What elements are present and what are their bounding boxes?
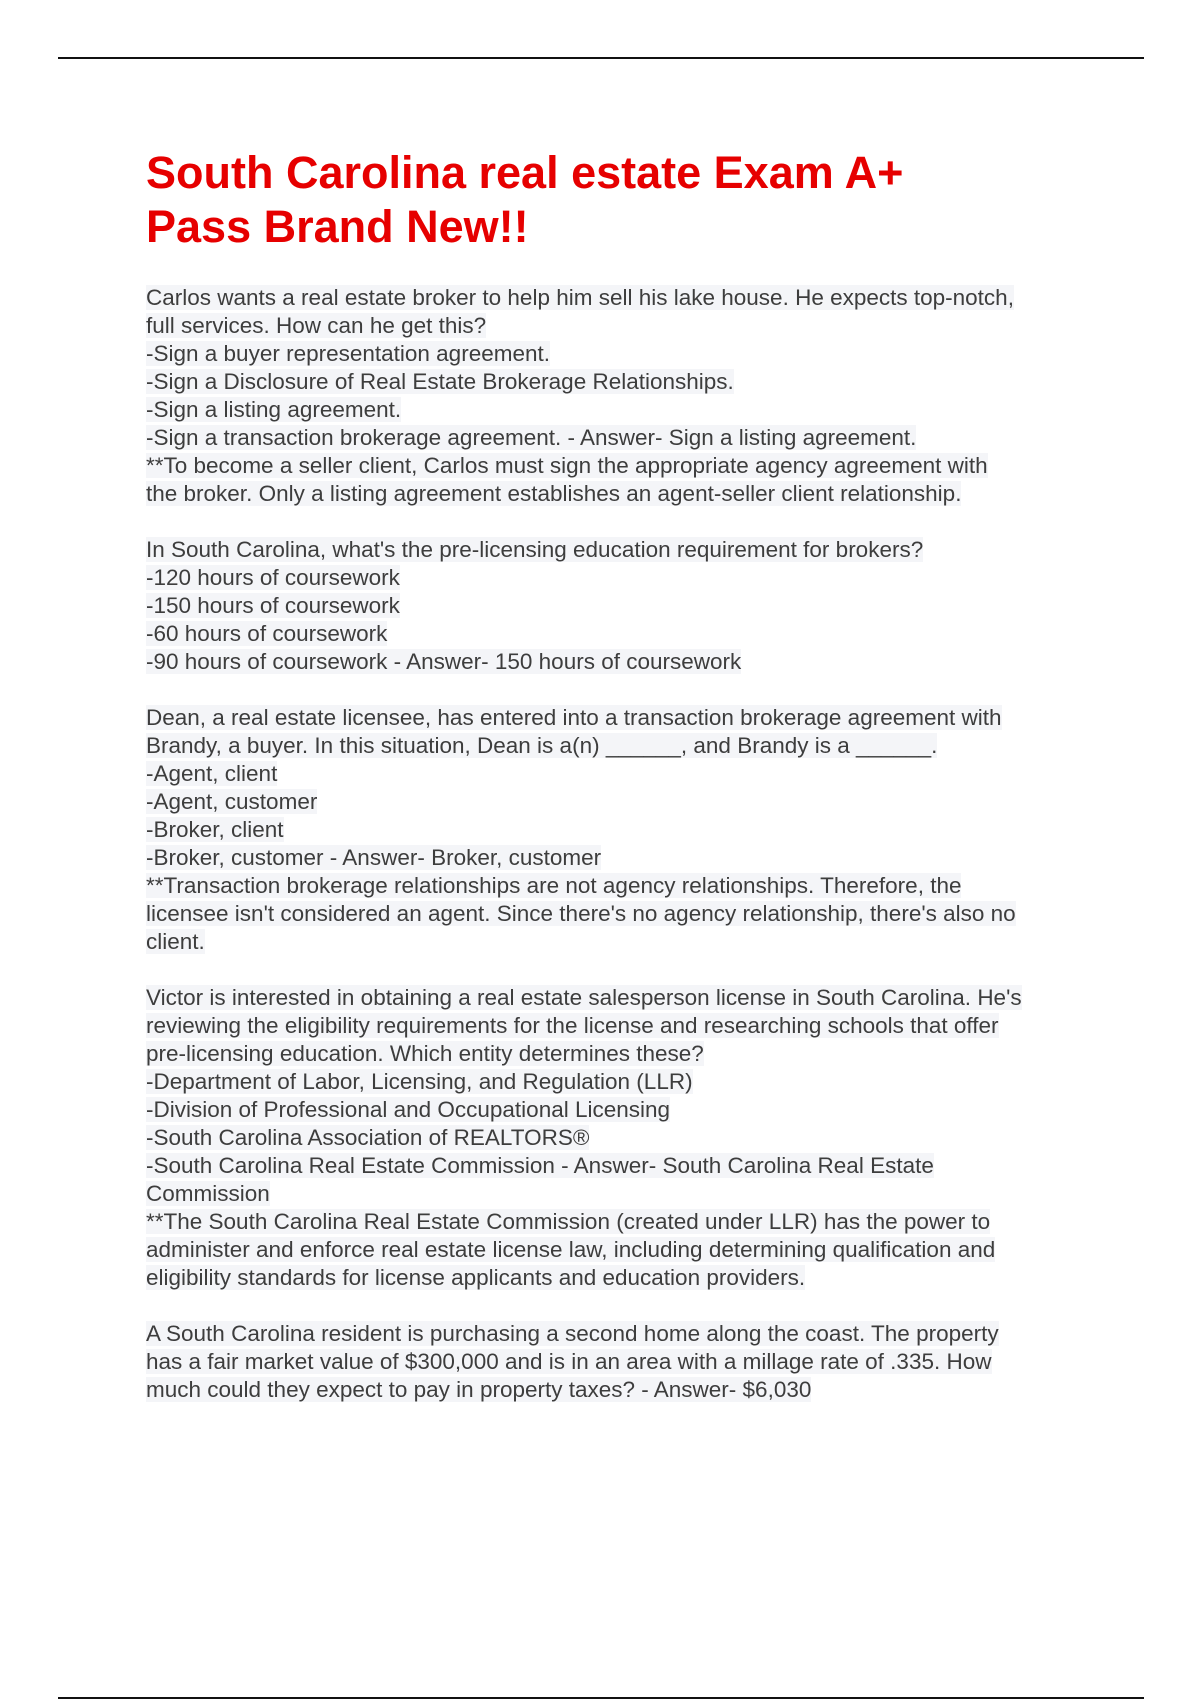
text-line: -South Carolina Real Estate Commission - Answer- South Carolina Real Estate — [146, 1153, 934, 1178]
text-line: -60 hours of coursework — [146, 621, 388, 646]
text-line: client. — [146, 929, 205, 954]
text-line: **The South Carolina Real Estate Commission (created under LLR) has the power to — [146, 1209, 991, 1234]
text-line: **Transaction brokerage relationships are not agency relationships. Therefore, the — [146, 873, 962, 898]
text-line: -Sign a transaction brokerage agreement. - Answer- Sign a listing agreement. — [146, 425, 917, 450]
text-line: full services. How can he get this? — [146, 313, 487, 338]
text-line: -150 hours of coursework — [146, 593, 400, 618]
text-line: pre-licensing education. Which entity determines these? — [146, 1041, 704, 1066]
question-block-3 — [146, 704, 1096, 956]
text-line: reviewing the eligibility requirements for the license and researching schools that offer — [146, 1013, 999, 1038]
text-line: -Broker, client — [146, 817, 284, 842]
text-line: the broker. Only a listing agreement establishes an agent-seller client relationship. — [146, 481, 962, 506]
text-line: much could they expect to pay in property taxes? - Answer- $6,030 — [146, 1377, 812, 1402]
text-line: -Agent, customer — [146, 789, 318, 814]
question-block-4 — [146, 984, 1096, 1292]
bottom-rule — [58, 1697, 1144, 1699]
text-line: administer and enforce real estate license law, including determining qualification and — [146, 1237, 996, 1262]
text-line: eligibility standards for license applicants and education providers. — [146, 1265, 806, 1290]
text-line: -Sign a Disclosure of Real Estate Brokerage Relationships. — [146, 369, 734, 394]
question-block-5 — [146, 1320, 1096, 1404]
text-line: -90 hours of coursework - Answer- 150 hours of coursework — [146, 649, 742, 674]
text-line: -Sign a listing agreement. — [146, 397, 402, 422]
top-rule — [58, 57, 1144, 59]
text-line: Victor is interested in obtaining a real estate salesperson license in South Carolina. He's — [146, 985, 1022, 1010]
text-line: In South Carolina, what's the pre-licensing education requirement for brokers? — [146, 537, 924, 562]
text-line: -Sign a buyer representation agreement. — [146, 341, 550, 366]
question-block-1 — [146, 284, 1096, 508]
question-block-2 — [146, 536, 1096, 676]
text-line: A South Carolina resident is purchasing a second home along the coast. The property — [146, 1321, 999, 1346]
text-line: Dean, a real estate licensee, has entered into a transaction brokerage agreement with — [146, 705, 1002, 730]
text-line: -Agent, client — [146, 761, 278, 786]
text-line: -Broker, customer - Answer- Broker, customer — [146, 845, 602, 870]
text-line: Brandy, a buyer. In this situation, Dean is a(n) ______, and Brandy is a ______. — [146, 733, 938, 758]
document-title: South Carolina real estate Exam A+ Pass Brand New!! — [146, 147, 904, 252]
text-line: -120 hours of coursework — [146, 565, 400, 590]
text-line: Commission — [146, 1181, 270, 1206]
text-line: **To become a seller client, Carlos must sign the appropriate agency agreement with — [146, 453, 988, 478]
document-body — [146, 146, 1096, 1432]
text-line: Carlos wants a real estate broker to help him sell his lake house. He expects top-notch, — [146, 285, 1014, 310]
text-line: -Department of Labor, Licensing, and Regulation (LLR) — [146, 1069, 693, 1094]
text-line: -Division of Professional and Occupational Licensing — [146, 1097, 671, 1122]
text-line: -South Carolina Association of REALTORS® — [146, 1125, 590, 1150]
text-line: has a fair market value of $300,000 and is in an area with a millage rate of .335. How — [146, 1349, 992, 1374]
text-line: licensee isn't considered an agent. Since there's no agency relationship, there's also no — [146, 901, 1016, 926]
